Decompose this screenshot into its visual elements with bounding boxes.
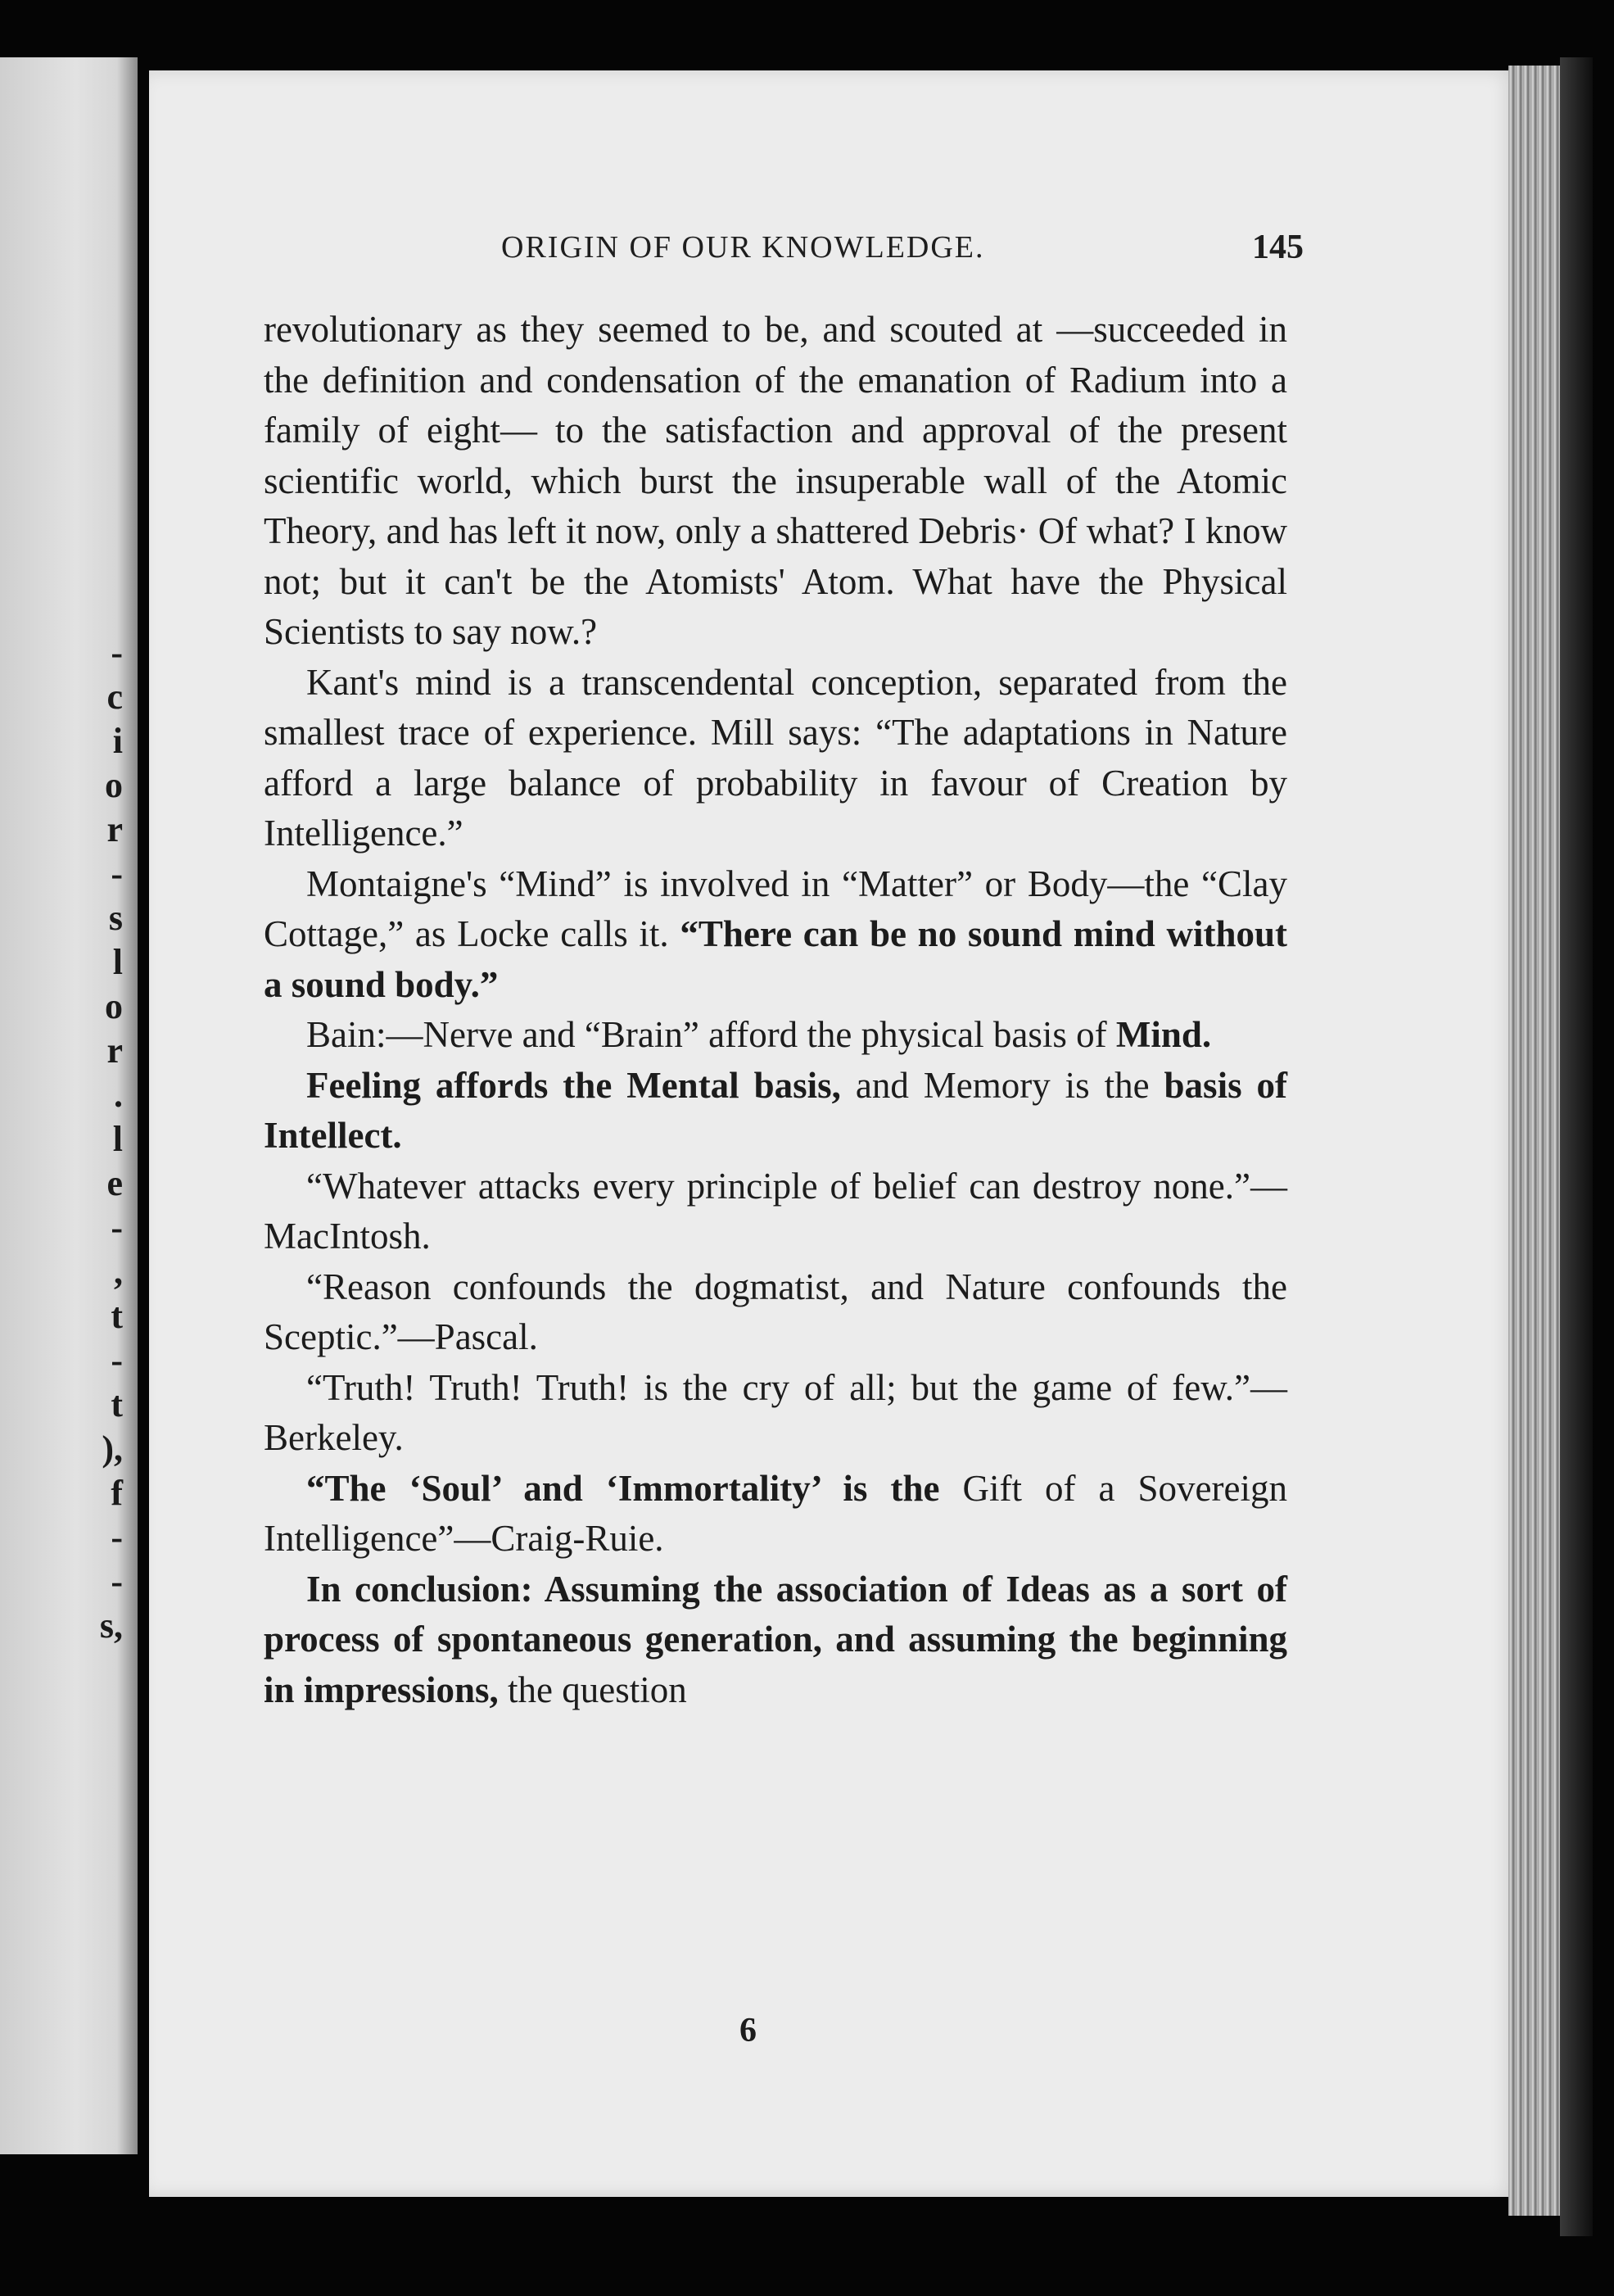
paragraph-text: Gift of a Sovereign Intelligence”—Craig-Ruie. bbox=[264, 1467, 1287, 1559]
paragraph bbox=[264, 1061, 1287, 1162]
edge-glyph: ), bbox=[102, 1429, 123, 1469]
edge-glyph: c bbox=[106, 677, 123, 717]
paragraph bbox=[264, 1162, 1287, 1262]
edge-glyph: o bbox=[105, 986, 123, 1026]
emphasized-text: Feeling affords the Mental basis, bbox=[306, 1064, 856, 1106]
edge-glyph: r bbox=[106, 1030, 123, 1071]
paragraph bbox=[264, 1262, 1287, 1363]
edge-glyph: . bbox=[114, 1075, 123, 1115]
emphasized-quote: “There can be no sound mind without a sound body.” bbox=[264, 913, 1287, 1005]
running-header bbox=[501, 229, 1304, 279]
paragraph bbox=[264, 1565, 1287, 1716]
paragraph-text: “Truth! Truth! Truth! is the cry of all; but the game of few.”—Berkeley. bbox=[264, 1366, 1287, 1458]
edge-glyph: s bbox=[108, 898, 123, 938]
paragraph-text: and Memory is the bbox=[855, 1064, 1164, 1106]
edge-glyph: f bbox=[111, 1473, 123, 1513]
edge-glyph: l bbox=[112, 1119, 123, 1159]
paragraph-text: Montaigne's “Mind” is involved in “Matter” or Body—the “Clay Cottage,” as Locke calls it. bbox=[264, 863, 1287, 954]
emphasized-text: In conclusion: Assuming the association of Ideas as a sort of process of spontaneous generation, and assuming the beginning in impressions, bbox=[264, 1568, 1287, 1710]
edge-glyph: - bbox=[111, 854, 123, 894]
paragraph bbox=[264, 859, 1287, 1011]
paragraph-text: “Whatever attacks every principle of belief can destroy none.”—MacIntosh. bbox=[264, 1165, 1287, 1257]
edge-glyph: r bbox=[106, 809, 123, 849]
emphasized-term: Mind. bbox=[1115, 1014, 1212, 1055]
paragraph-text: revolutionary as they seemed to be, and scouted at —succeeded in the definition and condensation of the emanation of Radium into a family of eight— to the satisfaction and approval of the present scientific world, which burst the insuperable wall of the Atomic Theory, and has left it now, only a shattered Debris· Of what? I know not; but it can't be the Atomists' Atom. What have the Physical Scientists to say now.? bbox=[264, 309, 1287, 652]
page-number: 145 bbox=[1252, 229, 1304, 266]
running-title: ORIGIN OF OUR KNOWLEDGE. bbox=[501, 230, 985, 265]
paragraph bbox=[264, 1010, 1287, 1061]
paragraph-text: the question bbox=[508, 1669, 687, 1710]
facing-page-edge bbox=[0, 57, 138, 2154]
book-cover-edge bbox=[1560, 57, 1593, 2236]
paragraph bbox=[264, 1464, 1287, 1565]
edge-glyph: e bbox=[106, 1163, 123, 1203]
edge-glyph: i bbox=[112, 721, 123, 761]
facing-page-glyphs bbox=[90, 631, 123, 1648]
body-text bbox=[264, 305, 1287, 1715]
paragraph bbox=[264, 658, 1287, 859]
edge-glyph: , bbox=[114, 1252, 123, 1292]
edge-glyph: s, bbox=[99, 1605, 123, 1646]
edge-glyph: o bbox=[105, 765, 123, 805]
emphasized-quote: “The ‘Soul’ and ‘Immortality’ is the bbox=[306, 1467, 963, 1509]
edge-glyph: - bbox=[111, 1340, 123, 1380]
edge-glyph: t bbox=[111, 1384, 123, 1424]
edge-glyph: - bbox=[111, 1517, 123, 1557]
edge-glyph: - bbox=[111, 632, 123, 672]
paragraph bbox=[264, 305, 1287, 658]
paragraph-text: “Reason confounds the dogmatist, and Nature confounds the Sceptic.”—Pascal. bbox=[264, 1266, 1287, 1357]
paragraph-text: Kant's mind is a transcendental conception, separated from the smallest trace of experience. Mill says: “The adaptations in Nature afford a large balance of probability in favour of Creation by Intelligence.” bbox=[264, 661, 1287, 854]
paragraph bbox=[264, 1363, 1287, 1464]
edge-glyph: - bbox=[111, 1207, 123, 1248]
paragraph-text: Bain:—Nerve and “Brain” afford the physical basis of bbox=[306, 1014, 1116, 1055]
edge-glyph: - bbox=[111, 1561, 123, 1601]
edge-glyph: l bbox=[112, 942, 123, 982]
page-edge-stack bbox=[1508, 66, 1567, 2216]
edge-glyph: t bbox=[111, 1296, 123, 1336]
signature-mark: 6 bbox=[739, 2012, 757, 2049]
emphasized-text: basis of Intellect. bbox=[264, 1064, 1288, 1156]
